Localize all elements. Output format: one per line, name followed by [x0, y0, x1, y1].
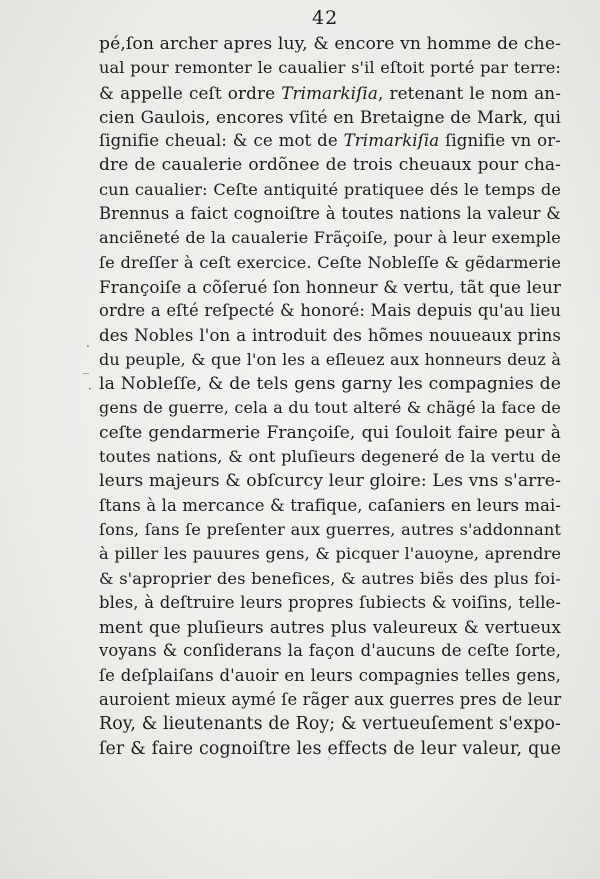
text-line: à piller les pauures gens, & picquer l'auoyne, aprendre [99, 544, 561, 564]
text-line: leurs majeurs & obſcurcy leur gloire: Les vns s'arre- [99, 471, 561, 492]
text-line: ment que pluſieurs autres plus valeureux & vertueux [99, 617, 561, 638]
text-line: Françoiſe a cõſerué ſon honneur & vertu, tãt que leur [99, 276, 561, 297]
text-line: toutes nations, & ont pluſieurs degeneré de la vertu de [99, 447, 561, 467]
italic-term: Trimarkiſia [281, 82, 378, 103]
text-line: ual pour remonter le caualier s'il eſtoit porté par terre: [99, 58, 561, 78]
italic-term: Trimarkiſia [343, 131, 440, 151]
text-line: des Nobles l'on a introduit des hõmes nouueaux prins [99, 325, 561, 345]
text-line: pé,ſon archer apres luy, & encore vn homme de che- [99, 34, 561, 54]
margin-mark: . [86, 336, 90, 350]
text-line: bles, à deſtruire leurs propres ſubiects & voiſins, telle- [99, 592, 561, 612]
text-line: ſe dreſſer à ceſt exercice. Ceſte Nobleſſe & gẽdarmerie [99, 252, 561, 272]
text-line: ordre a eſté reſpecté & honoré: Mais depuis qu'au lieu [99, 301, 561, 321]
text-line: auroient mieux aymé ſe rãger aux guerres pres de leur [99, 690, 562, 710]
text-line: ſons, ſans ſe preſenter aux guerres, autres s'addonnant [99, 519, 561, 539]
text-line: anciẽneté de la caualerie Frãçoiſe, pour à leur exemple [99, 228, 561, 248]
text-line: Brennus a faict cognoiſtre à toutes nations la valeur & [99, 204, 561, 224]
text-line: dre de caualerie ordõnee de trois cheuaux pour cha- [99, 155, 561, 176]
text-line: cun caualier: Ceſte antiquité pratiquee dés le temps de [99, 179, 561, 199]
text-line: ſtans à la mercance & trafique, caſaniers en leurs mai- [99, 495, 561, 515]
text-line: ceſte gendarmerie Françoiſe, qui ſouloit faire peur à [99, 422, 561, 443]
text-line: ſe deſplaiſans d'auoir en leurs compagnies telles gens, [99, 665, 561, 685]
text-line: & s'aproprier des benefices, & autres biẽs des plus foi- [99, 568, 561, 588]
text-line: gens de guerre, cela a du tout alteré & chãgé la face de [99, 398, 561, 418]
text-line: ſignifie cheual: & ce mot de Trimarkiſia ſignifie vn or- [99, 131, 561, 151]
text-line: & appelle ceſt ordre Trimarkiſia, retenant le nom an- [99, 82, 561, 103]
page-number: 42 [312, 7, 339, 29]
body-text [99, 32, 561, 761]
text-line: voyans & conſiderans la façon d'aucuns de ceſte ſorte, [99, 641, 561, 661]
text-line: du peuple, & que l'on les a eſleuez aux honneurs deuz à [99, 349, 561, 369]
text-line: cien Gaulois, encores vſité en Bretaigne de Mark, qui [99, 106, 561, 127]
margin-mark: · [88, 382, 92, 396]
text-line: Roy, & lieutenants de Roy; & vertueuſement s'expo- [99, 714, 561, 735]
text-line: la Nobleſſe, & de tels gens garny les compagnies de [99, 374, 561, 395]
text-line: ſer & faire cognoiſtre les effects de leur valeur, que [99, 738, 561, 759]
margin-mark: _ [83, 360, 89, 374]
